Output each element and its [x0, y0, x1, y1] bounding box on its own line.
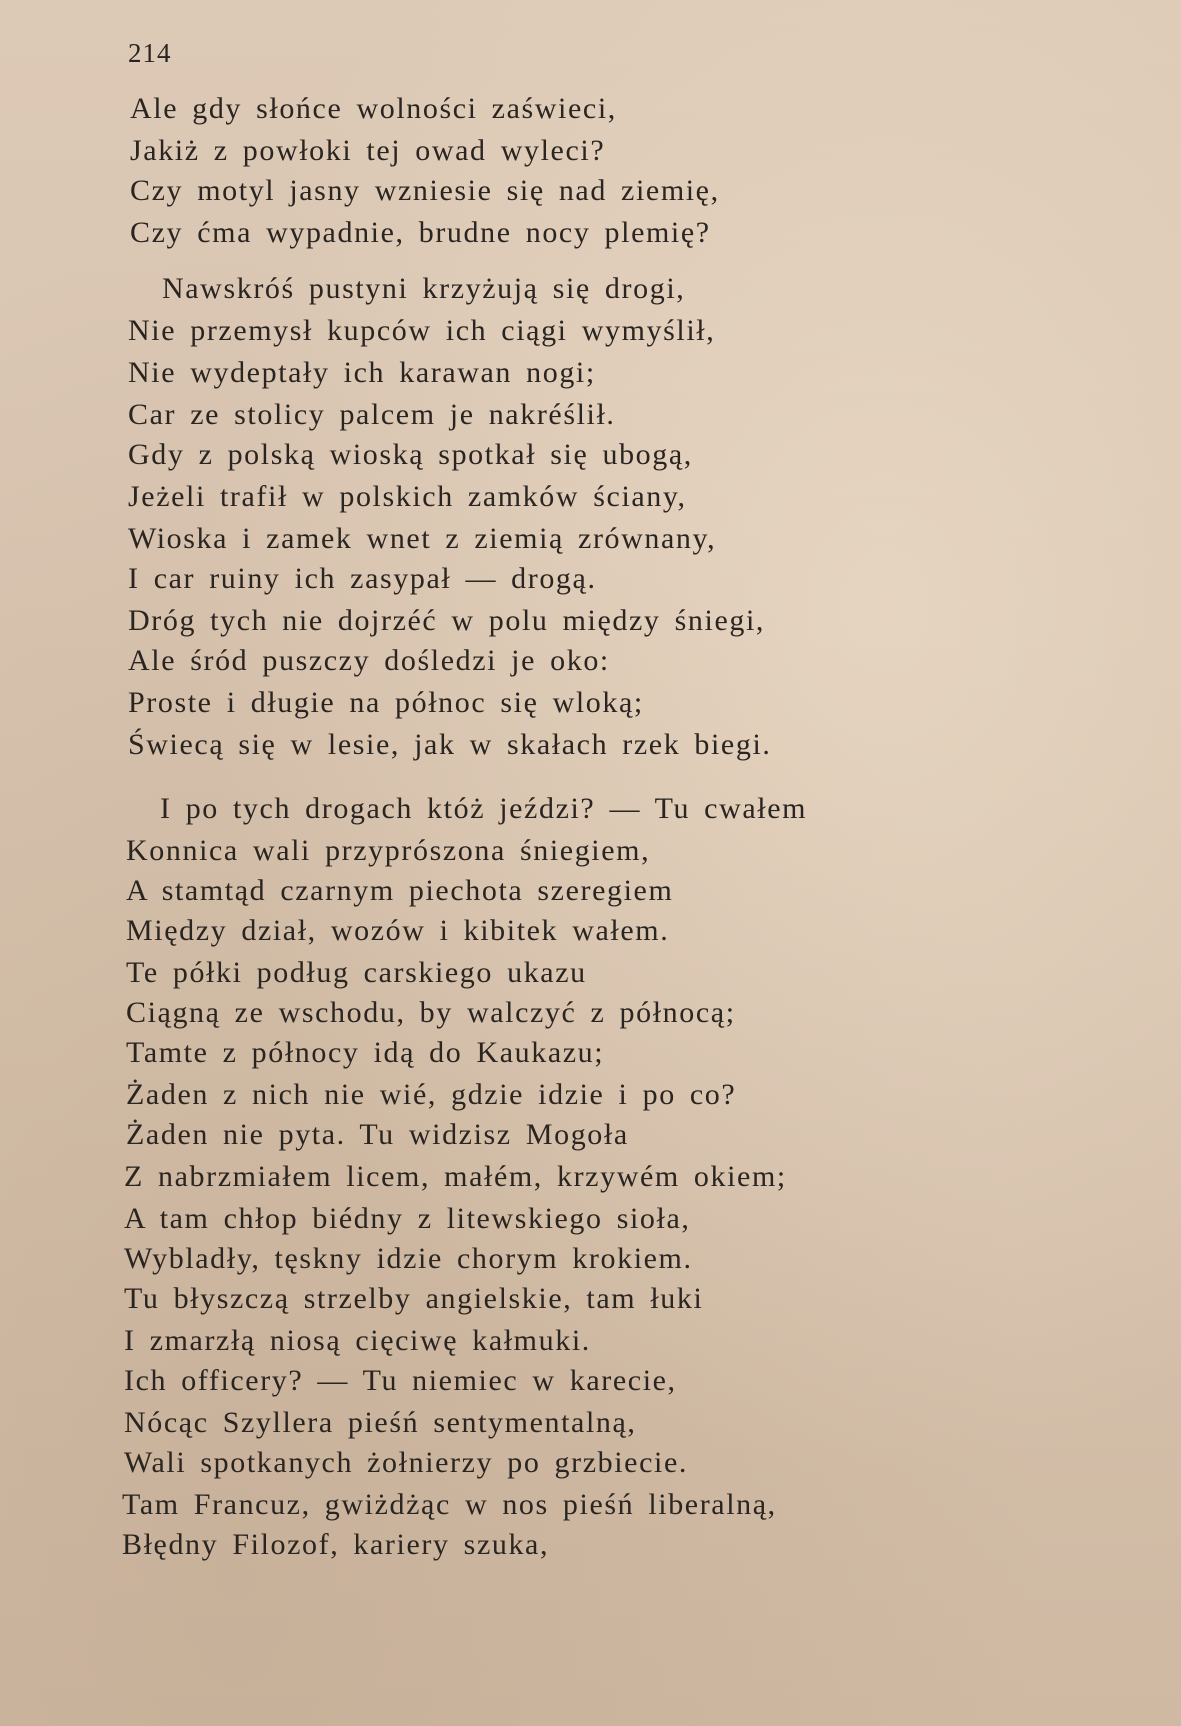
- verse-line: Świecą się w lesie, jak w skałach rzek biegi.: [128, 728, 772, 761]
- verse-line: Między dział, wozów i kibitek wałem.: [126, 914, 670, 947]
- verse-line: I po tych drogach któż jeździ? — Tu cwałem: [160, 792, 808, 825]
- verse-line: Car ze stolicy palcem je nakréślił.: [128, 398, 616, 431]
- page-number: 214: [128, 38, 172, 68]
- verse-line: Jeżeli trafił w polskich zamków ściany,: [128, 480, 687, 513]
- verse-line: Te półki podług carskiego ukazu: [126, 956, 587, 989]
- verse-line: Wioska i zamek wnet z ziemią zrównany,: [128, 522, 717, 555]
- verse-line: Ale gdy słońce wolności zaświeci,: [130, 92, 617, 125]
- verse-line: Żaden z nich nie wié, gdzie idzie i po co?: [126, 1078, 737, 1111]
- verse-line: Tu błyszczą strzelby angielskie, tam łuki: [124, 1282, 704, 1315]
- verse-line: Wali spotkanych żołnierzy po grzbiecie.: [124, 1446, 688, 1479]
- verse-line: Nie przemysł kupców ich ciągi wymyślił,: [128, 314, 716, 347]
- verse-line: Nócąc Szyllera pieśń sentymentalną,: [124, 1406, 637, 1439]
- verse-line: I car ruiny ich zasypał — drogą.: [128, 562, 597, 595]
- verse-line: Gdy z polską wioską spotkał się ubogą,: [128, 438, 693, 471]
- verse-line: Ciągną ze wschodu, by walczyć z północą;: [126, 996, 736, 1029]
- verse-line: Jakiż z powłoki tej owad wyleci?: [130, 134, 606, 167]
- verse-line: A stamtąd czarnym piechota szeregiem: [126, 874, 674, 907]
- verse-line: A tam chłop biédny z litewskiego sioła,: [124, 1202, 691, 1235]
- verse-line: Proste i długie na północ się wloką;: [128, 686, 644, 719]
- verse-line: Dróg tych nie dojrzéć w polu między śniegi,: [128, 604, 765, 637]
- verse-line: Konnica wali przyprószona śniegiem,: [126, 834, 651, 867]
- verse-line: Ich officery? — Tu niemiec w karecie,: [124, 1364, 677, 1397]
- verse-line: Wybladły, tęskny idzie chorym krokiem.: [124, 1242, 693, 1275]
- verse-line: Nie wydeptały ich karawan nogi;: [128, 356, 596, 389]
- verse-line: Żaden nie pyta. Tu widzisz Mogoła: [126, 1118, 629, 1151]
- verse-line: I zmarzłą niosą cięciwę kałmuki.: [124, 1324, 591, 1357]
- verse-line: Czy motyl jasny wzniesie się nad ziemię,: [130, 174, 720, 207]
- verse-line: Z nabrzmiałem licem, małém, krzywém okiem;: [124, 1160, 787, 1193]
- verse-line: Błędny Filozof, kariery szuka,: [122, 1528, 550, 1561]
- verse-line: Ale śród puszczy dośledzi je oko:: [128, 644, 610, 677]
- verse-line: Czy ćma wypadnie, brudne nocy plemię?: [130, 216, 711, 249]
- verse-line: Tam Francuz, gwiżdżąc w nos pieśń liberalną,: [122, 1488, 777, 1521]
- verse-line: Nawskróś pustyni krzyżują się drogi,: [162, 272, 686, 305]
- verse-line: Tamte z północy idą do Kaukazu;: [126, 1036, 605, 1069]
